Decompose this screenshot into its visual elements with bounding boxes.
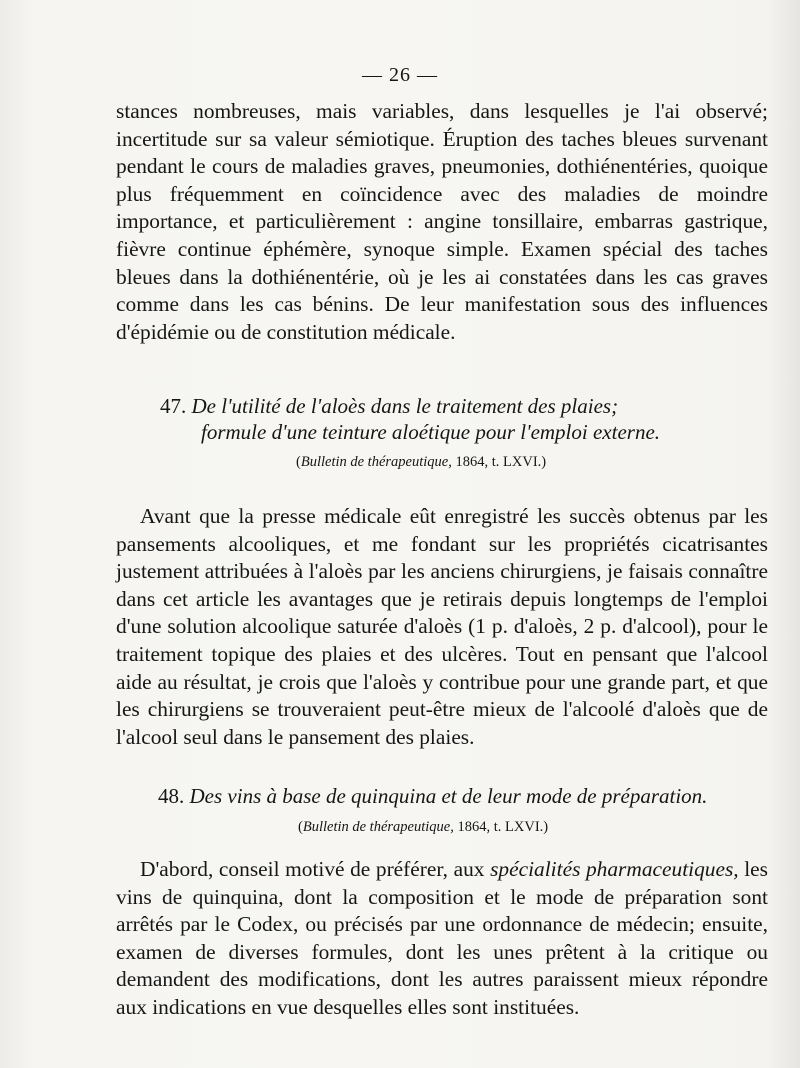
section-47-title-line2: formule d'une teinture aloétique pour l'emploi externe. — [201, 420, 661, 444]
page-number: — 26 — — [362, 64, 438, 86]
paragraph-end: les vins de quinquina, dont la composition et le mode de préparation sont arrêtés par le Codex, ou précisés par une ordonnance de médecin; ensuite, examen de diverses formules, dont les unes prêtent à la critique ou demandent des modifications, dont les autres paraissent mieux répondre aux indications en vue desquelles elles sont instituées. — [116, 857, 768, 1019]
ref-details: 1864, t. LXVI.) — [451, 454, 547, 470]
paragraph-start: D'abord, conseil motivé de préférer, aux — [140, 857, 491, 881]
ref-open-paren: ( — [296, 454, 301, 470]
section-48-title: Des vins à base de quinquina et de leur mode de préparation. — [189, 784, 708, 808]
paragraph-italic-phrase: spécialités pharmaceutiques, — [490, 857, 739, 881]
section-47-paragraph: Avant que la presse médicale eût enregistré les succès obtenus par les pansements alcooliques, et me fondant sur les propriétés cicatrisantes justement attribuées à l'aloès par les anciens chirurgiens, je faisais connaître dans cet article les avantages que je retirais depuis longtemps de l'emploi d'une solution alcoolique saturée d'aloès (1 p. d'aloès, 2 p. d'alcool), pour le traitement topique des plaies et des ulcères. Tout en pensant que l'alcool aide au résultat, je crois que l'aloès y contribue pour une grande part, et que les chirurgiens se trouveraient peut-être mieux de l'alcoolé d'aloès que de l'alcool seul dans le pansement des plaies. — [116, 504, 768, 749]
paragraph-continued: stances nombreuses, mais variables, dans lesquelles je l'ai observé; incertitude sur sa valeur sémiotique. Éruption des taches bleues survenant pendant le cours de maladies graves, pneumonies, dothiénentéries, quoique plus fréquemment en coïncidence avec des maladies de moindre importance, et particulièrement : angine tonsillaire, embarras gastrique, fièvre continue éphémère, synoque simple. Examen spécial des taches bleues dans la dothiénentérie, où je les ai constatées dans les cas graves comme dans les cas bénins. De leur manifestation sous des influences d'épidémie ou de constitution médicale. — [116, 99, 768, 344]
ref-journal: Bulletin de thérapeutique, — [300, 454, 452, 470]
section-47-reference — [296, 452, 546, 472]
section-47-title-line1: De l'utilité de l'aloès dans le traitement des plaies; — [191, 394, 619, 418]
ref-details: 1864, t. LXVI.) — [453, 819, 549, 835]
section-48-reference — [298, 817, 548, 837]
section-47-heading — [160, 392, 760, 420]
section-48-number: 48. — [158, 784, 185, 808]
ref-journal: Bulletin de thérapeutique, — [302, 819, 454, 835]
section-47-number: 47. — [160, 394, 187, 418]
ref-open-paren: ( — [298, 819, 303, 835]
section-48-heading — [158, 782, 778, 810]
section-48-paragraph — [116, 856, 768, 1022]
